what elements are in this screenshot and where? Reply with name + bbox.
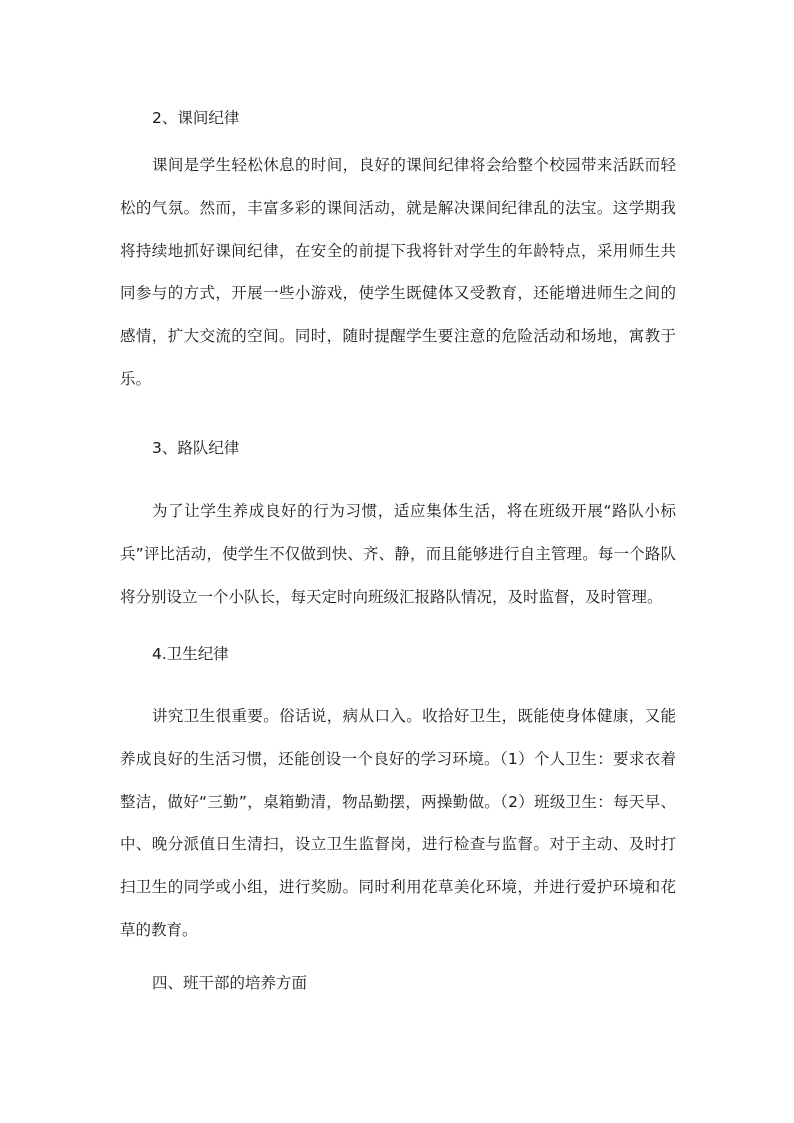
document-page: [120, 0, 680, 1123]
section-paragraph-lineup-discipline: 为了让学生养成良好的行为习惯，适应集体生活，将在班级开展“路队小标兵”评比活动，使学生不仅做到快、齐、静，而且能够进行自主管理。每一个路队将分别设立一个小队长，每天定时向班级汇报路队情况，及时监督，及时管理。: [120, 502, 676, 606]
section-heading-classbreak-discipline: 2、课间纪律: [152, 109, 240, 127]
section-heading-lineup-discipline: 3、路队纪律: [152, 439, 240, 457]
section-heading-class-cadre-training: 四、班干部的培养方面: [152, 974, 308, 992]
section-paragraph-classbreak-discipline: 课间是学生轻松休息的时间，良好的课间纪律将会给整个校园带来活跃而轻松的气氛。然而，丰富多彩的课间活动，就是解决课间纪律乱的法宝。这学期我将持续地抓好课间纪律，在安全的前提下我将针对学生的年龄特点，采用师生共同参与的方式，开展一些小游戏，使学生既健体又受教育，还能增进师生之间的感情，扩大交流的空间。同时，随时提醒学生要注意的危险活动和场地，寓教于乐。: [120, 156, 676, 388]
section-paragraph-hygiene-discipline: 讲究卫生很重要。俗话说，病从口入。收拾好卫生，既能使身体健康，又能养成良好的生活习惯，还能创设一个良好的学习环境。（1）个人卫生：要求衣着整洁，做好“三勤”，桌箱勤清，物品勤摆，两操勤做。（2）班级卫生：每天早、中、晚分派值日生清扫，设立卫生监督岗，进行检查与监督。对于主动、及时打扫卫生的同学或小组，进行奖励。同时利用花草美化环境，并进行爱护环境和花草的教育。: [120, 707, 676, 939]
section-heading-hygiene-discipline: 4.卫生纪律: [152, 645, 229, 663]
